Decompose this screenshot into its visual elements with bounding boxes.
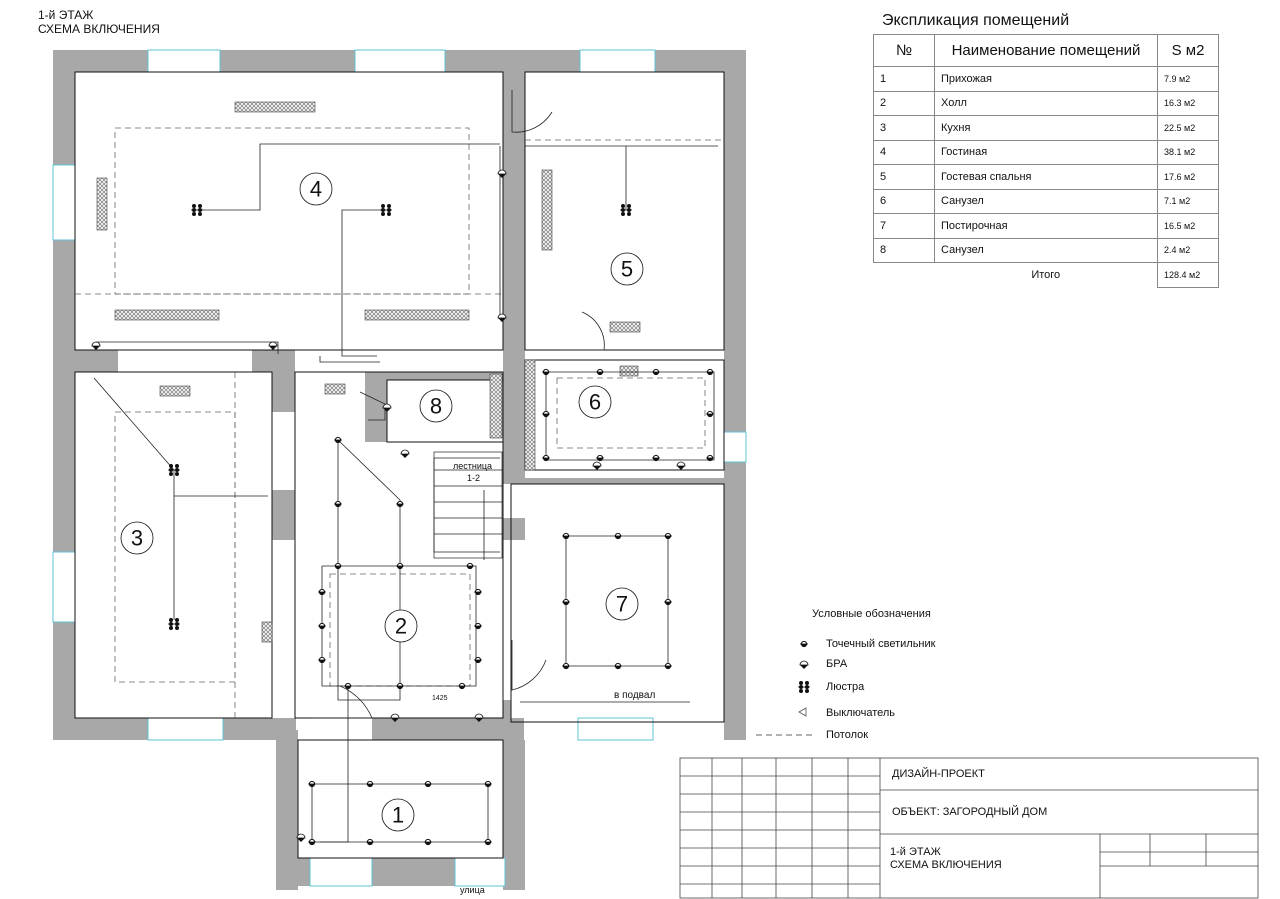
sheet-title-line2: СХЕМА ВКЛЮЧЕНИЯ xyxy=(38,22,160,36)
sheet-title-line1: 1-й ЭТАЖ xyxy=(38,8,94,22)
room-num-cell: 8 xyxy=(874,238,935,263)
stamp-floor: 1-й ЭТАЖ xyxy=(890,846,941,858)
room-number-2: 2 xyxy=(394,613,408,639)
room-name-cell: Кухня xyxy=(935,116,1158,141)
spotlight-icon xyxy=(800,641,808,646)
room-name-cell: Гостевая спальня xyxy=(935,165,1158,190)
table-row xyxy=(874,67,1219,92)
col-name-header: Наименование помещений xyxy=(935,35,1158,67)
room-num-cell: 4 xyxy=(874,140,935,165)
street-label: улица xyxy=(460,885,485,895)
windows xyxy=(53,50,746,886)
room-name-cell: Прихожая xyxy=(935,67,1158,92)
stamp-scheme: СХЕМА ВКЛЮЧЕНИЯ xyxy=(890,859,1002,871)
explication-title: Экспликация помещений xyxy=(882,12,1070,29)
room-area-cell: 38.1 м2 xyxy=(1158,140,1219,165)
room-area-cell: 16.3 м2 xyxy=(1158,91,1219,116)
table-row xyxy=(874,238,1219,263)
stamp-design-project: ДИЗАЙН-ПРОЕКТ xyxy=(892,768,985,780)
legend-label-wall-lamp: БРА xyxy=(826,658,848,670)
room-name-cell: Постирочная xyxy=(935,214,1158,239)
switch-icon xyxy=(799,708,806,716)
dimension-label: 1425 xyxy=(432,695,448,702)
room-num-cell: 7 xyxy=(874,214,935,239)
room-number-4: 4 xyxy=(309,176,323,202)
room-number-1: 1 xyxy=(391,802,405,828)
room-num-cell: 1 xyxy=(874,67,935,92)
room-area-cell: 7.1 м2 xyxy=(1158,189,1219,214)
room-name-cell: Холл xyxy=(935,91,1158,116)
col-num-header: № xyxy=(874,35,935,67)
room-name-cell: Гостиная xyxy=(935,140,1158,165)
room-num-cell: 3 xyxy=(874,116,935,141)
room-area-cell: 7.9 м2 xyxy=(1158,67,1219,92)
wall-lamp-icon xyxy=(800,661,808,669)
table-row xyxy=(874,91,1219,116)
total-value: 128.4 м2 xyxy=(1158,263,1219,288)
room-number-7: 7 xyxy=(615,591,629,617)
sheet-title xyxy=(38,8,160,36)
doors xyxy=(309,90,604,718)
room-name-cell: Санузел xyxy=(935,238,1158,263)
room-number-8: 8 xyxy=(429,393,443,419)
legend-label-chandelier: Люстра xyxy=(826,681,865,693)
wall-lamps xyxy=(92,170,685,842)
total-label: Итого xyxy=(1031,269,1061,281)
table-row xyxy=(874,214,1219,239)
table-header xyxy=(874,35,1219,67)
table-total-row xyxy=(874,263,1219,288)
legend-label-spotlight: Точечный светильник xyxy=(826,638,936,650)
explication-table xyxy=(873,34,1219,288)
room-number-5: 5 xyxy=(620,256,634,282)
room-area-cell: 17.6 м2 xyxy=(1158,165,1219,190)
col-area-header: S м2 xyxy=(1158,35,1219,67)
table-row xyxy=(874,189,1219,214)
room-num-cell: 2 xyxy=(874,91,935,116)
room-name-cell: Санузел xyxy=(935,189,1158,214)
room-num-cell: 5 xyxy=(874,165,935,190)
stairs-label-line2: 1-2 xyxy=(467,473,481,483)
chandelier-icon xyxy=(798,681,810,693)
table-row xyxy=(874,140,1219,165)
stairs-label-line1: лестница xyxy=(453,461,493,471)
legend-label-ceiling: Потолок xyxy=(826,729,869,741)
stamp-object: ОБЪЕКТ: ЗАГОРОДНЫЙ ДОМ xyxy=(892,806,1048,818)
legend-icons xyxy=(756,641,815,735)
room-area-cell: 16.5 м2 xyxy=(1158,214,1219,239)
room-number-3: 3 xyxy=(130,525,144,551)
room-area-cell: 2.4 м2 xyxy=(1158,238,1219,263)
legend-title: Условные обозначения xyxy=(812,608,931,620)
room-num-cell: 6 xyxy=(874,189,935,214)
room-number-6: 6 xyxy=(588,389,602,415)
basement-label: в подвал xyxy=(614,690,656,701)
room-area-cell: 22.5 м2 xyxy=(1158,116,1219,141)
legend-label-switch: Выключатель xyxy=(826,707,896,719)
table-row xyxy=(874,116,1219,141)
table-row xyxy=(874,165,1219,190)
